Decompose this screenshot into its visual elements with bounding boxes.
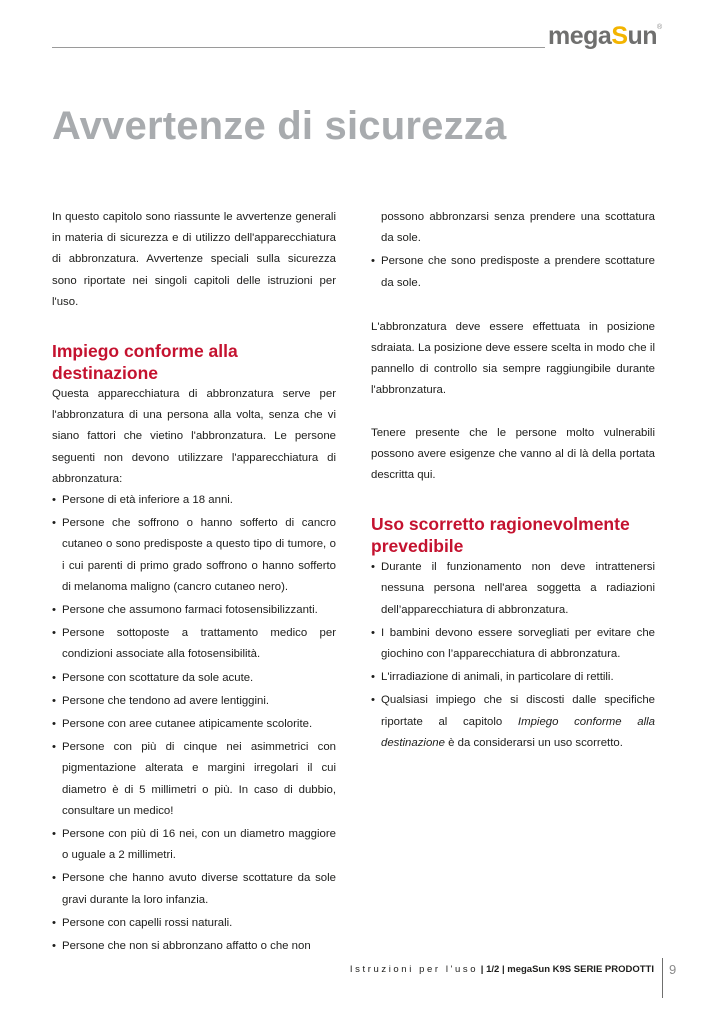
footer-running-title <box>350 964 654 975</box>
spacer <box>371 402 655 423</box>
spacer <box>371 486 655 507</box>
list-item: • Persone di età inferiore a 18 anni. <box>52 490 336 511</box>
list-item-continuation: possono abbronzarsi senza prendere una scottatura da sole. <box>381 211 655 245</box>
excluded-persons-list <box>52 490 336 957</box>
logo-part-s: S <box>611 22 628 50</box>
section-heading-misuse: Uso scorretto ragionevolmente prevedibile <box>371 514 630 557</box>
list-item: • Persone che hanno avuto diverse scottature da sole gravi durante la loro infanzia. <box>52 868 336 910</box>
misuse-list <box>371 557 655 754</box>
megasun-logo <box>548 22 662 51</box>
list-item: • Persone con scottature da sole acute. <box>52 668 336 689</box>
list-item: • Persone con capelli rossi naturali. <box>52 913 336 934</box>
page-title: Avvertenze di sicurezza <box>52 104 507 148</box>
list-item: • Persone che non si abbronzano affatto o che non <box>52 936 336 957</box>
chapter-reference: Impiego conforme alla destinazione <box>381 715 655 749</box>
section-heading-intended-use: Impiego conforme alla destinazione <box>52 341 238 384</box>
list-item: • Persone che assumono farmaci fotosensibilizzanti. <box>52 600 336 621</box>
registered-mark: ® <box>657 24 662 31</box>
list-item: • Durante il funzionamento non deve intrattenersi nessuna persona nell'area soggetta a radiazioni dell’apparecchiatura di abbronzatura. <box>371 557 655 621</box>
right-column <box>371 207 655 756</box>
list-item: • Persone con più di cinque nei asimmetrici con pigmentazione alterata e margini irregolari il cui diametro è di 5 millimetri o più. In caso di dubbio, consultare un medico! <box>52 737 336 822</box>
footer-product: megaSun K9S SERIE PRODOTTI <box>507 964 654 975</box>
list-item: • Persone che tendono ad avere lentiggini. <box>52 691 336 712</box>
excluded-persons-list-continued <box>371 251 655 293</box>
intended-use-paragraph: Questa apparecchiatura di abbronzatura serve per l'abbronzatura di una persona alla volta, senza che vi siano fattori che vietino l'abbronzatura. Le persone seguenti non devono utilizzare l'apparecchiatura di abbronzatura: <box>52 388 336 485</box>
position-paragraph: L'abbronzatura deve essere effettuata in posizione sdraiata. La posizione deve essere scelta in modo che il pannello di controllo sia sempre raggiungibile durante l'abbronzatura. <box>371 320 655 397</box>
list-item: • L'irradiazione di animali, in particolare di rettili. <box>371 667 655 688</box>
misuse-text-after: è da considerarsi un uso scorretto. <box>444 736 623 749</box>
vulnerable-persons-paragraph: Tenere presente che le persone molto vulnerabili possono avere esigenze che vanno al di là della portata descritta qui. <box>371 426 655 482</box>
footer-separator: | <box>478 964 487 975</box>
footer-divider <box>662 958 663 998</box>
list-item: • Persone sottoposte a trattamento medico per condizioni associate alla fotosensibilità. <box>52 623 336 665</box>
footer-separator: | <box>499 964 508 975</box>
intro-paragraph: In questo capitolo sono riassunte le avvertenze generali in materia di sicurezza e di utilizzo dell'apparecchiatura di abbronzatura. Avvertenze speciali sulla sicurezza sono riportate nei singoli capitoli delle istruzioni per l'uso. <box>52 211 336 308</box>
page-number: 9 <box>669 962 677 977</box>
list-item: • Persone che soffrono o hanno sofferto di cancro cutaneo o sono predisposte a questo tipo di tumore, o i cui parenti di primo grado soffrono o hanno sofferto di melanoma maligno (cancro cutaneo nero). <box>52 513 336 598</box>
list-item <box>371 690 655 754</box>
footer-doc-type: Istruzioni per l'uso <box>349 964 479 975</box>
footer-part: 1/2 <box>486 964 500 975</box>
list-item: • I bambini devono essere sorvegliati per evitare che giochino con l’apparecchiatura di abbronzatura. <box>371 623 655 665</box>
logo-part-un: un <box>627 22 658 50</box>
list-item: • Persone che sono predisposte a prendere scottature da sole. <box>371 251 655 293</box>
header-rule <box>52 47 545 48</box>
list-item: • Persone con più di 16 nei, con un diametro maggiore o uguale a 2 millimetri. <box>52 824 336 866</box>
spacer <box>371 296 655 317</box>
misuse-text-before: Qualsiasi impiego che si discosti dalle specifiche riportate al capitolo <box>381 694 655 728</box>
list-item: • Persone con aree cutanee atipicamente scolorite. <box>52 714 336 735</box>
logo-part-mega: mega <box>548 22 612 50</box>
left-column <box>52 207 336 959</box>
spacer <box>52 313 336 334</box>
